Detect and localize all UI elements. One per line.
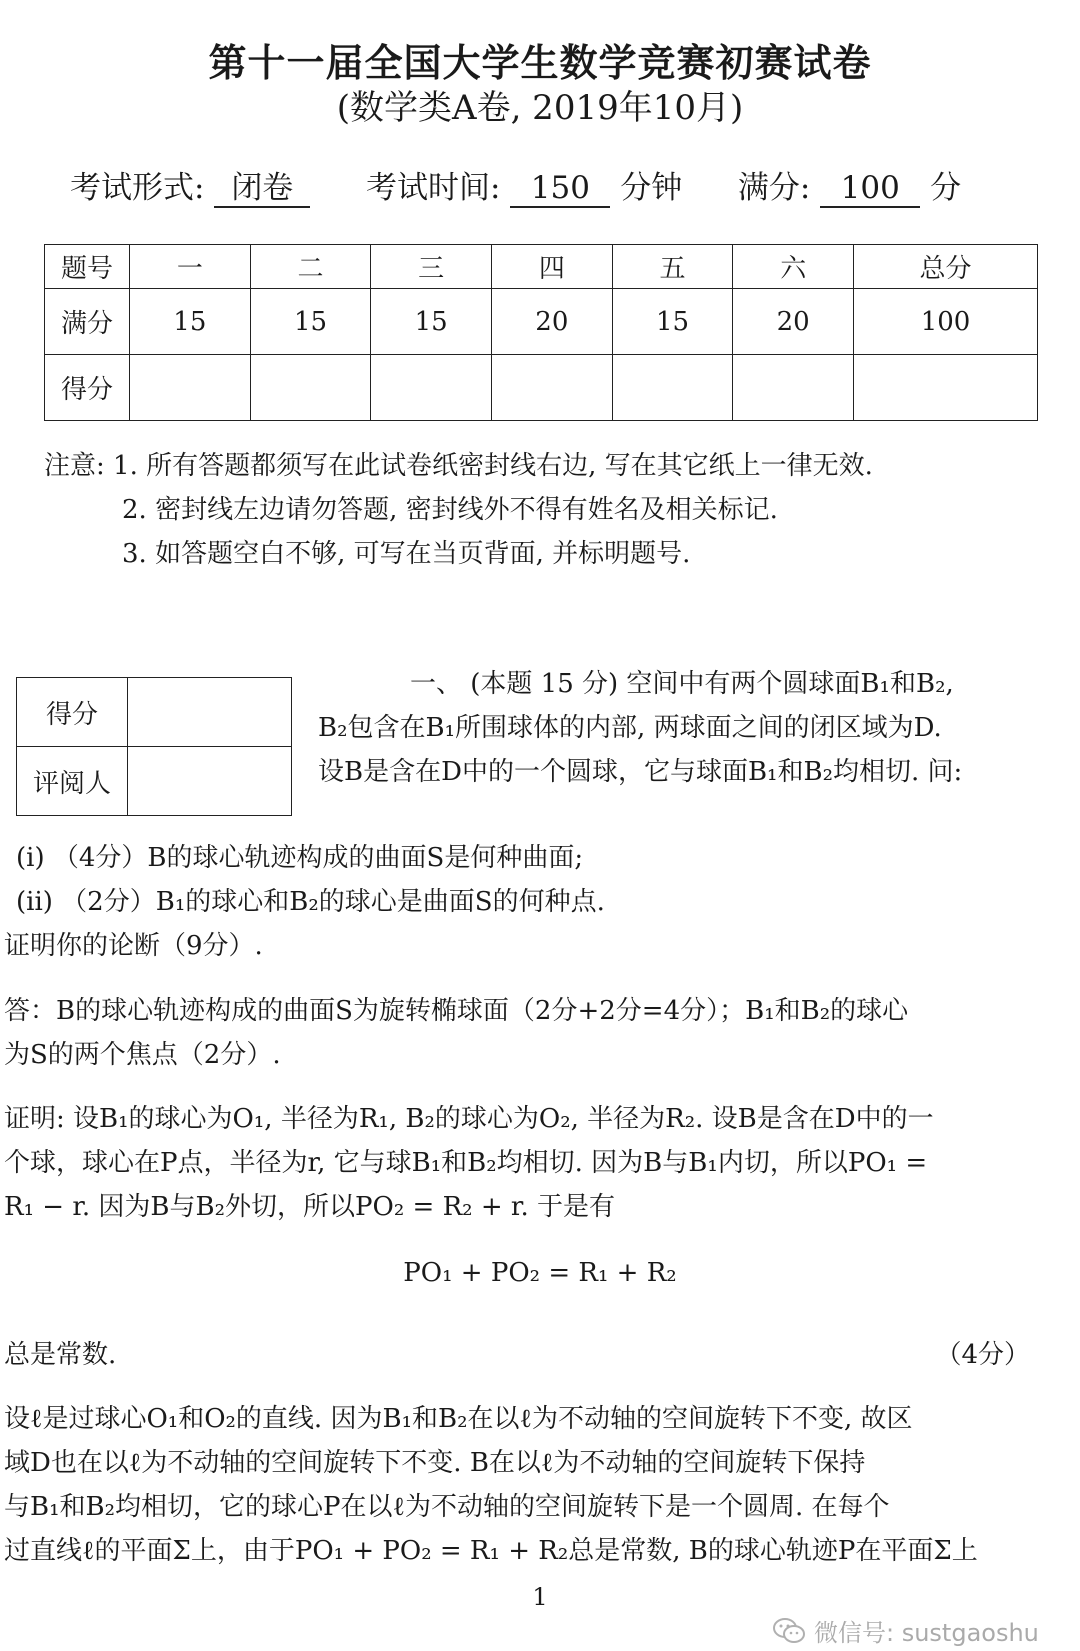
full-mark-cell: 15	[612, 289, 733, 355]
wechat-watermark	[772, 1613, 1039, 1651]
notes-prefix: 注意:	[44, 451, 114, 481]
full-mark-cell: 15	[371, 289, 492, 355]
full-mark-cell: 15	[130, 289, 251, 355]
question-header: 四	[492, 245, 613, 289]
answer-line2: 为S的两个焦点（2分）.	[4, 1040, 281, 1070]
exam-subtitle: (数学类A卷, 2019年10月)	[336, 88, 744, 128]
proof-line6: 与B₁和B₂均相切，它的球心P在以ℓ为不动轴的空间旋转下是一个圆周. 在每个	[4, 1492, 890, 1522]
question-header: 二	[250, 245, 371, 289]
exam-meta	[70, 162, 961, 208]
score-cell[interactable]	[492, 355, 613, 421]
score-unit: 分	[930, 170, 962, 206]
proof-line5: 域D也在以ℓ为不动轴的空间旋转下不变. B在以ℓ为不动轴的空间旋转下保持	[4, 1448, 866, 1478]
proof-const-score: （4分）	[935, 1340, 1030, 1370]
score-table	[44, 244, 1038, 421]
question-header: 五	[612, 245, 733, 289]
problem1-line1: 一、 (本题 15 分) 空间中有两个圆球面B₁和B₂,	[410, 669, 954, 699]
proof-line3: R₁ − r. 因为B与B₂外切，所以PO₂ = R₂ + r. 于是有	[4, 1192, 616, 1222]
full-mark-cell: 20	[492, 289, 613, 355]
problem1-line3: 设B是含在D中的一个圆球，它与球面B₁和B₂均相切. 问:	[318, 757, 963, 787]
proof-line1: 证明: 设B₁的球心为O₁, 半径为R₁, B₂的球心为O₂, 半径为R₂. 设B是含在D中的一	[4, 1104, 934, 1134]
page-number: 1	[532, 1583, 548, 1611]
table-row	[17, 678, 292, 747]
row-label-question: 题号	[45, 245, 130, 289]
score-label: 满分:	[737, 170, 811, 206]
question-header: 六	[733, 245, 854, 289]
grader-reviewer-cell[interactable]	[128, 747, 292, 816]
time-label: 考试时间:	[366, 170, 501, 206]
proof-const: 总是常数.	[4, 1340, 117, 1370]
problem1-part1: (i) （4分）B的球心轨迹构成的曲面S是何种曲面;	[16, 843, 584, 873]
question-header: 三	[371, 245, 492, 289]
exam-title: 第十一届全国大学生数学竞赛初赛试卷	[208, 40, 872, 85]
score-cell[interactable]	[250, 355, 371, 421]
score-cell[interactable]	[371, 355, 492, 421]
grader-score-label: 得分	[17, 678, 128, 747]
score-cell[interactable]	[854, 355, 1038, 421]
score-cell[interactable]	[612, 355, 733, 421]
time-unit: 分钟	[620, 170, 683, 206]
problem1-part2: (ii) （2分）B₁的球心和B₂的球心是曲面S的何种点.	[16, 887, 605, 917]
score-cell[interactable]	[130, 355, 251, 421]
score-cell[interactable]	[733, 355, 854, 421]
row-label-full: 满分	[45, 289, 130, 355]
table-row	[17, 747, 292, 816]
note-item: 1. 所有答题都须写在此试卷纸密封线右边, 写在其它纸上一律无效.	[113, 451, 873, 481]
proof-line2: 个球，球心在P点，半径为r, 它与球B₁和B₂均相切. 因为B与B₁内切，所以PO₁ =	[4, 1148, 928, 1178]
score-value: 100	[820, 170, 920, 208]
table-row	[45, 355, 1038, 421]
grader-score-cell[interactable]	[128, 678, 292, 747]
table-row	[45, 289, 1038, 355]
problem1-line2: B₂包含在B₁所围球体的内部, 两球面之间的闭区域为D.	[318, 713, 942, 743]
answer-line1: 答：B的球心轨迹构成的曲面S为旋转椭球面（2分+2分=4分）；B₁和B₂的球心	[4, 996, 909, 1026]
watermark-text: 微信号: sustgaoshu	[814, 1619, 1039, 1647]
proof-formula: PO₁ + PO₂ = R₁ + R₂	[403, 1258, 677, 1288]
row-label-score: 得分	[45, 355, 130, 421]
grader-reviewer-label: 评阅人	[17, 747, 128, 816]
full-mark-cell: 15	[250, 289, 371, 355]
notes	[44, 444, 873, 576]
problem1-prove: 证明你的论断（9分）.	[4, 931, 263, 961]
time-value: 150	[510, 170, 610, 208]
full-mark-cell: 20	[733, 289, 854, 355]
form-label: 考试形式:	[70, 170, 205, 206]
note-item: 2. 密封线左边请勿答题, 密封线外不得有姓名及相关标记.	[122, 495, 778, 525]
full-mark-cell: 100	[854, 289, 1038, 355]
note-item: 3. 如答题空白不够, 可写在当页背面, 并标明题号.	[122, 539, 691, 569]
question-header: 一	[130, 245, 251, 289]
wechat-icon	[772, 1617, 806, 1651]
question-header: 总分	[854, 245, 1038, 289]
form-value: 闭卷	[214, 170, 310, 208]
table-row	[45, 245, 1038, 289]
proof-line4: 设ℓ是过球心O₁和O₂的直线. 因为B₁和B₂在以ℓ为不动轴的空间旋转下不变, 故区	[4, 1404, 913, 1434]
proof-line7: 过直线ℓ的平面Σ上，由于PO₁ + PO₂ = R₁ + R₂总是常数, B的球心轨迹P在平面Σ上	[4, 1536, 978, 1566]
grader-table	[16, 677, 292, 816]
